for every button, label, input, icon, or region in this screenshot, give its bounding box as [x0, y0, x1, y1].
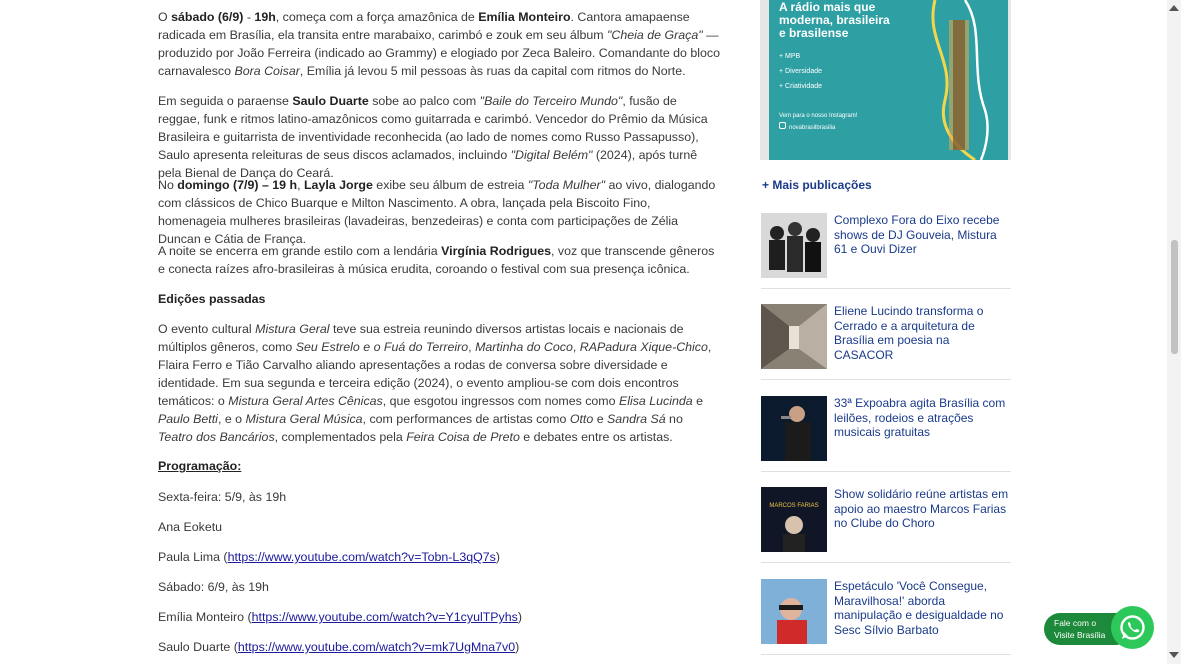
news-title[interactable]: Complexo Fora do Eixo recebe shows de DJ Gouveia, Mistura 61 e Ouvi Dizer [834, 213, 1000, 256]
scroll-down-arrow-icon[interactable] [1169, 652, 1179, 658]
whatsapp-label[interactable]: Fale com o Visite Brasília [1044, 613, 1132, 645]
heading-past-editions: Edições passadas [158, 292, 266, 306]
news-photo-poster [761, 487, 827, 552]
news-thumbnail[interactable] [761, 487, 827, 552]
prog-day-saturday: Sábado: 6/9, às 19h [158, 580, 269, 594]
news-item[interactable] [761, 579, 1011, 655]
prog-artist-saulo: Saulo Duarte (https://www.youtube.com/watch?v=mk7UgMna7v0) [158, 640, 520, 654]
news-photo-corridor [761, 304, 827, 369]
paragraph-saulo: Em seguida o paraense Saulo Duarte sobe ao palco com "Baile do Terceiro Mundo", fusão de reggae, funk e ritmos latino-amazônicos como guitarrada e carimbó. Vencedor do Prêmio da Música Brasileira e guitarrista de inventividade reconhecida (ao lado de nomes como Russo Passapusso), Saulo apresenta releituras de seus discos aclamados, incluindo "Digital Belém" (2024), após turnê pela Bienal de Dança do Ceará. [158, 94, 708, 180]
prog-artist-ana: Ana Eoketu [158, 520, 223, 534]
youtube-link-saulo[interactable]: https://www.youtube.com/watch?v=mk7UgMna7v0 [237, 640, 516, 654]
whatsapp-icon [1111, 606, 1154, 649]
news-divider [761, 379, 1011, 380]
news-photo-singer [761, 396, 827, 461]
ad-headline: A rádio mais que moderna, brasileira e brasilense [779, 0, 890, 40]
poster-caption: MARCOS FARIAS [769, 503, 819, 509]
paragraph-past-editions: O evento cultural Mistura Geral teve sua estreia reunindo diversos artistas locais e nacionais de múltiplos gêneros, como Seu Estrelo e o Fuá do Terreiro, Martinha do Coco, RAPadura Xique-Chico, Flaira Ferro e Tião Carvalho aliando apresentações a rodas de conversa sobre diversidade e identidade. Em sua segunda e terceira edição (2024), o evento ampliou-se com dois encontros temáticos: o Mistura Geral Artes Cênicas, que esgotou ingressos com nomes como Elisa Lucinda e Paulo Betti, e o Mistura Geral Música, com performances de artistas como Otto e Sandra Sá no Teatro dos Bancários, complementados pela Feira Coisa de Preto e debates entre os artistas. [158, 322, 712, 444]
news-title[interactable]: Eliene Lucindo transforma o Cerrado e a arquitetura de Brasília em poesia na CASACOR [834, 304, 984, 362]
prog-artist-paula: Paula Lima (https://www.youtube.com/watch?v=Tobn-L3qQ7s) [158, 550, 500, 564]
whatsapp-button[interactable] [1111, 606, 1154, 649]
scroll-up-arrow-icon[interactable] [1169, 5, 1179, 11]
news-item[interactable] [761, 304, 1011, 380]
news-title[interactable]: 33ª Expoabra agita Brasília com leilões, rodeios e atrações musicais gratuitas [834, 396, 1006, 439]
radio-ad-banner[interactable] [760, 0, 1011, 160]
news-photo-actress [761, 579, 827, 644]
news-item[interactable] [761, 213, 1011, 289]
youtube-link-paula[interactable]: https://www.youtube.com/watch?v=Tobn-L3qQ7s [227, 550, 496, 564]
paragraph-emilia: O sábado (6/9) - 19h, começa com a força amazônica de Emília Monteiro. Cantora amapaense radicada em Brasília, ela transita entre marabaixo, carimbó e zouk em seu álbum "Cheia de Graça" — produzido por João Ferreira (indicado ao Grammy) e elogiado por Zeca Baleiro. Comandante do bloco carnavalesco Bora Coisar, Emília já levou 5 mil pessoas às ruas da capital com ritmos do Norte. [158, 10, 721, 78]
ad-tags: + MPB + Diversidade + Criatividade [779, 53, 822, 90]
news-thumbnail[interactable] [761, 579, 827, 644]
youtube-link-emilia[interactable]: https://www.youtube.com/watch?v=Y1cyulTPyhs [251, 610, 518, 624]
heading-programacao: Programação: [158, 459, 242, 473]
news-item[interactable] [761, 487, 1011, 563]
news-thumbnail[interactable] [761, 304, 827, 369]
instagram-icon [779, 122, 786, 129]
news-item[interactable] [761, 396, 1011, 472]
news-thumbnail[interactable] [761, 396, 827, 461]
guitar-illustration [915, 0, 993, 160]
news-divider [761, 562, 1011, 563]
news-divider [761, 654, 1011, 655]
more-publications-link[interactable]: + Mais publicações [762, 178, 872, 192]
news-divider [761, 471, 1011, 472]
scrollbar-thumb[interactable] [1171, 240, 1178, 354]
prog-artist-emilia: Emília Monteiro (https://www.youtube.com/watch?v=Y1cyulTPyhs) [158, 610, 522, 624]
prog-day-friday: Sexta-feira: 5/9, às 19h [158, 490, 287, 504]
news-title[interactable]: Espetáculo 'Você Consegue, Maravilhosa!' aborda manipulação e desigualdade no Sesc Sílvio Barbato [834, 579, 1004, 637]
news-divider [761, 288, 1011, 289]
ad-footer: Vem para o nosso Instagram! novabrasilbrasilia [779, 113, 858, 131]
news-photo-dj-group [761, 213, 827, 278]
news-title[interactable]: Show solidário reúne artistas em apoio ao maestro Marcos Farias no Clube do Choro [834, 487, 1009, 530]
paragraph-virginia: A noite se encerra em grande estilo com a lendária Virgínia Rodrigues, voz que transcende gêneros e conecta raízes afro-brasileiras à música erudita, coroando o festival com sua presença icônica. [158, 244, 715, 276]
news-thumbnail[interactable] [761, 213, 827, 278]
ad-border-left [760, 0, 769, 160]
paragraph-layla: No domingo (7/9) – 19 h, Layla Jorge exibe seu álbum de estreia "Toda Mulher" ao vivo, dialogando com clássicos de Chico Buarque e Milton Nascimento. A obra, lançada pela Biscoito Fino, homenageia mulheres brasileiras (lavadeiras, benzedeiras) e conta com participações de Zélia Duncan e Cátia de França. [158, 178, 716, 246]
ad-border-right [1008, 0, 1011, 160]
